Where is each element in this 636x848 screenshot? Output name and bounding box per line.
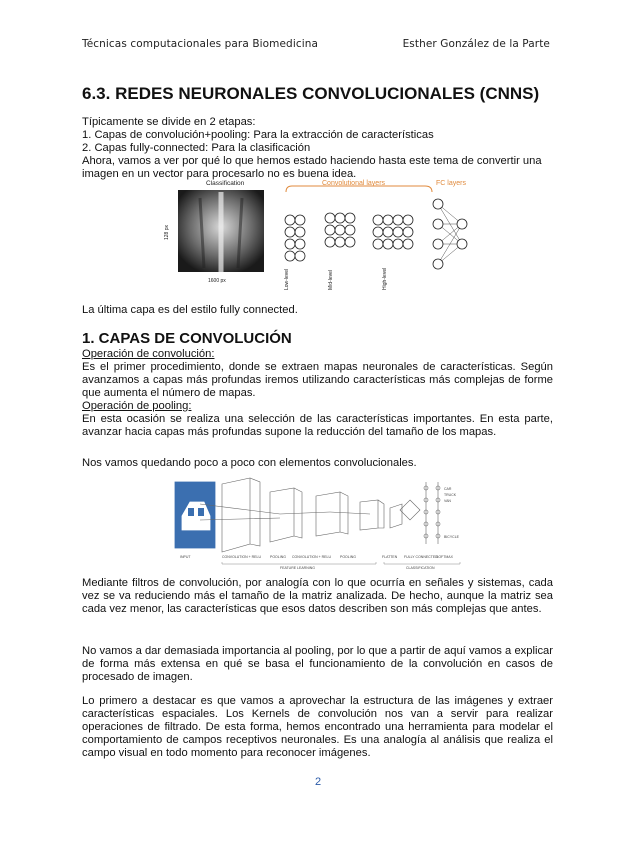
- pool-op-heading: Operación de pooling:: [82, 400, 192, 412]
- paragraph-filtros: Mediante filtros de convolución, por analogía con lo que ocurría en señales y sistemas, cada vez se va reduciendo más el tamaño de la matriz analizada. De hecho, aunque la matriz sea cada vez menor, las características que esos datos describen son más complejas que antes.: [82, 577, 553, 615]
- fig2-step-label: INPUT: [180, 555, 191, 559]
- fig1-height-label: 128 px: [164, 224, 170, 240]
- section-title: 1. CAPAS DE CONVOLUCIÓN: [82, 330, 292, 347]
- fig1-width-label: 1600 px: [208, 278, 226, 284]
- mid-level-neurons: [325, 213, 355, 247]
- fig2-step-label: POOLING: [270, 555, 286, 559]
- page-number: 2: [314, 776, 322, 788]
- fc-connections: [438, 204, 462, 264]
- fig2-step-label: FLATTEN: [382, 555, 398, 559]
- flatten-and-fc: [390, 482, 440, 544]
- fig1-mid-label: Mid-level: [328, 269, 334, 290]
- after-figure1-text: La última capa es del estilo fully connected.: [82, 304, 298, 316]
- fig2-out-label: CAR: [444, 487, 452, 491]
- intro-block: [82, 116, 553, 181]
- conv-op-heading: Operación de convolución:: [82, 348, 215, 360]
- low-level-neurons: [285, 215, 305, 261]
- running-header-left: Técnicas computacionales para Biomedicina: [82, 38, 319, 50]
- fig2-step-label: FULLY CONNECTED: [404, 555, 438, 559]
- fig2-group-label: CLASSIFICATION: [406, 566, 435, 570]
- conv-volumes: [200, 478, 384, 552]
- fig2-group-label: FEATURE LEARNING: [280, 566, 315, 570]
- fig2-step-label: SOFTMAX: [436, 555, 453, 559]
- fig2-out-label: BICYCLE: [444, 535, 459, 539]
- page-title: 6.3. REDES NEURONALES CONVOLUCIONALES (CNNS): [82, 84, 540, 103]
- pool-op-text: En esta ocasión se realiza una selección de las características importantes. En esta parte, avanzar hacia capas más profundas supone la reducción del tamaño de los mapas.: [82, 413, 553, 438]
- cnn-architecture-figure: [160, 178, 480, 296]
- intro-line: 1. Capas de convolución+pooling: Para la extracción de características: [82, 129, 434, 141]
- paragraph-pooling: No vamos a dar demasiada importancia al pooling, por lo que a partir de aquí vamos a explicar de forma más extensa en qué se basa el funcionamiento de la convolución en casos de procesado de imagen.: [82, 645, 553, 683]
- high-level-neurons: [373, 215, 413, 249]
- fig1-top-label: Classification: [206, 180, 245, 187]
- fig2-step-label: CONVOLUTION + RELU: [222, 555, 261, 559]
- fig2-step-label: CONVOLUTION + RELU: [292, 555, 331, 559]
- fig2-out-label: VAN: [444, 499, 451, 503]
- fig1-high-label: High-level: [382, 267, 388, 290]
- paragraph-kernels: Lo primero a destacar es que vamos a aprovechar la estructura de las imágenes y extraer características espaciales. Los Kernels de convolución nos van a servir para realizar operaciones de filtrado. De esta forma, hemos encontrado una herramienta para modelar el comportamiento de campos receptivos neuronales. Es una analogía al análisis que realiza el campo visual en todo momento para reconocer imágenes.: [82, 695, 553, 759]
- fig1-fc-label: FC layers: [436, 180, 466, 187]
- fig2-out-label: TRUCK: [444, 493, 457, 497]
- intro-line: Ahora, vamos a ver por qué lo que hemos estado haciendo hasta este tema de convertir una imagen en un vector para procesarlo no es buena idea.: [82, 155, 542, 180]
- fig1-low-label: Low-level: [284, 268, 290, 290]
- intro-line: Típicamente se divide en 2 etapas:: [82, 116, 256, 128]
- paragraph-nos: Nos vamos quedando poco a poco con elementos convolucionales.: [82, 457, 417, 469]
- running-header-right: Esther González de la Parte: [402, 38, 550, 50]
- intro-line: 2. Capas fully-connected: Para la clasificación: [82, 142, 311, 154]
- fig2-step-label: POOLING: [340, 555, 356, 559]
- cnn-pipeline-figure: [170, 474, 470, 572]
- conv-op-text: Es el primer procedimiento, donde se extraen mapas neuronales de características. Según avanzamos a capas más profundas iremos utilizando características más complejas de forme que aumenta el número de mapas.: [82, 361, 553, 399]
- section1-body: [82, 348, 553, 439]
- fig1-conv-label: Convolutional layers: [322, 180, 386, 187]
